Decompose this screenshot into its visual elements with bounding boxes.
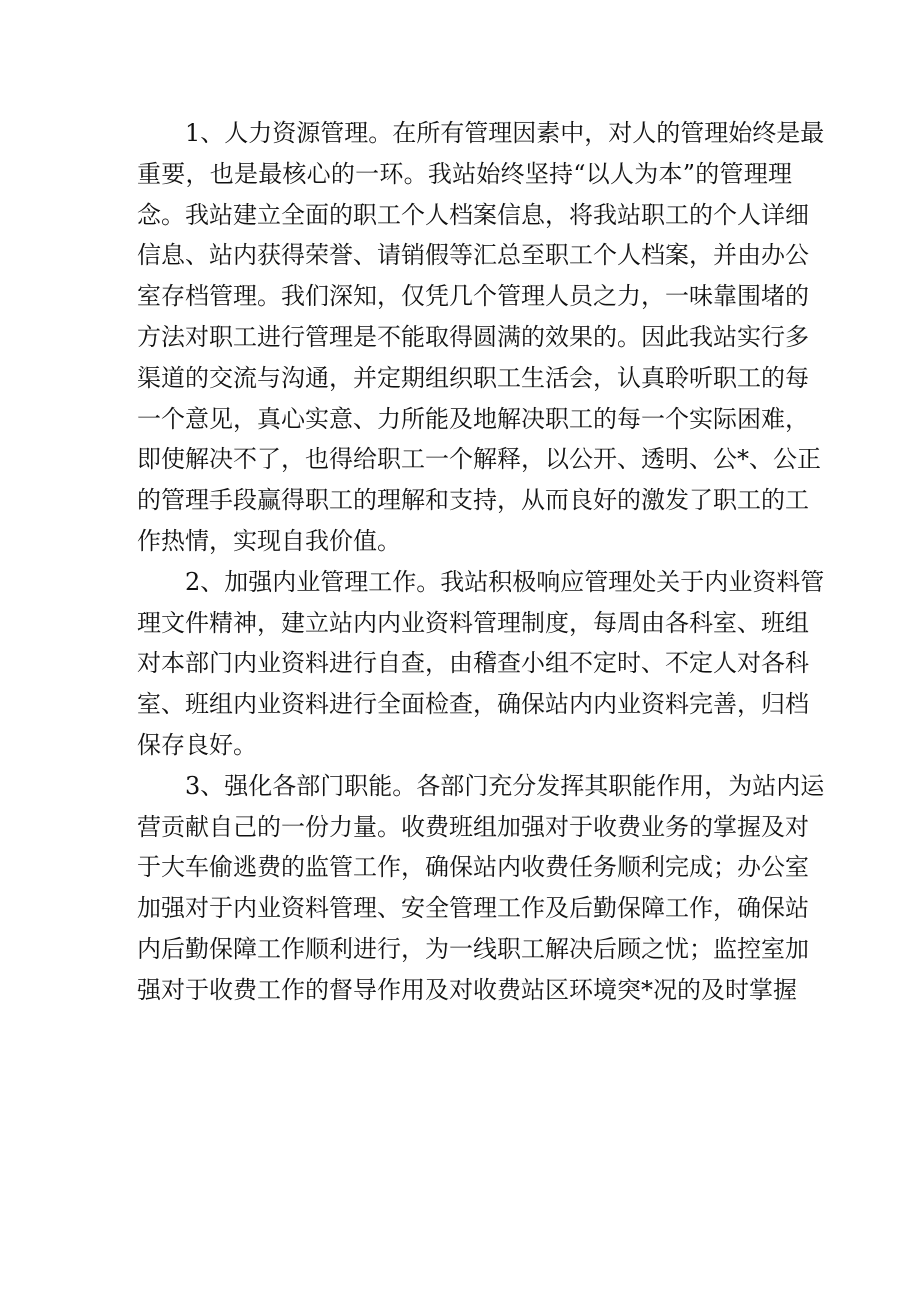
paragraph-line: 对本部门内业资料进行自查，由稽查小组不定时、不定人对各科 <box>137 649 809 678</box>
paragraph-line: 的管理手段赢得职工的理解和支持，从而良好的激发了职工的工 <box>137 486 809 515</box>
paragraph-line: 作热情，实现自我价值。 <box>137 526 401 555</box>
paragraph-line: 即使解决不了，也得给职工一个解释，以公开、透明、公*、公正 <box>137 445 821 474</box>
paragraph-internal-management <box>137 562 825 766</box>
paragraph-department-functions <box>137 766 825 1011</box>
paragraph-line: 室存档管理。我们深知，仅凭几个管理人员之力，一味靠围堵的 <box>137 282 809 311</box>
paragraph-line: 内后勤保障工作顺利进行，为一线职工解决后顾之忧；监控室加 <box>137 934 809 963</box>
paragraph-line: 强对于收费工作的督导作用及对收费站区环境突*况的及时掌握 <box>137 975 797 1004</box>
paragraph-human-resources <box>137 113 825 562</box>
paragraph-line: 一个意见，真心实意、力所能及地解决职工的每一个实际困难， <box>137 404 809 433</box>
paragraph-line: 加强对于内业资料管理、安全管理工作及后勤保障工作，确保站 <box>137 894 809 923</box>
paragraph-line: 渠道的交流与沟通，并定期组织职工生活会，认真聆听职工的每 <box>137 363 809 392</box>
paragraph-line: 室、班组内业资料进行全面检查，确保站内内业资料完善，归档 <box>137 690 809 719</box>
paragraph-line: 3、强化各部门职能。各部门充分发挥其职能作用，为站内运 <box>185 771 825 800</box>
paragraph-line: 营贡献自己的一份力量。收费班组加强对于收费业务的掌握及对 <box>137 812 809 841</box>
paragraph-line: 方法对职工进行管理是不能取得圆满的效果的。因此我站实行多 <box>137 322 809 351</box>
paragraph-line: 念。我站建立全面的职工个人档案信息，将我站职工的个人详细 <box>137 200 809 229</box>
paragraph-line: 信息、站内获得荣誉、请销假等汇总至职工个人档案，并由办公 <box>137 241 809 270</box>
paragraph-line: 2、加强内业管理工作。我站积极响应管理处关于内业资料管 <box>185 567 825 596</box>
paragraph-line: 于大车偷逃费的监管工作，确保站内收费任务顺利完成；办公室 <box>137 853 809 882</box>
paragraph-line: 1、人力资源管理。在所有管理因素中，对人的管理始终是最 <box>185 119 825 147</box>
paragraph-line: 保存良好。 <box>137 730 257 759</box>
document-body <box>137 113 825 1011</box>
paragraph-line: 理文件精神，建立站内内业资料管理制度，每周由各科室、班组 <box>137 608 809 637</box>
paragraph-line: 重要，也是最核心的一环。我站始终坚持“以人为本”的管理理 <box>137 159 792 188</box>
